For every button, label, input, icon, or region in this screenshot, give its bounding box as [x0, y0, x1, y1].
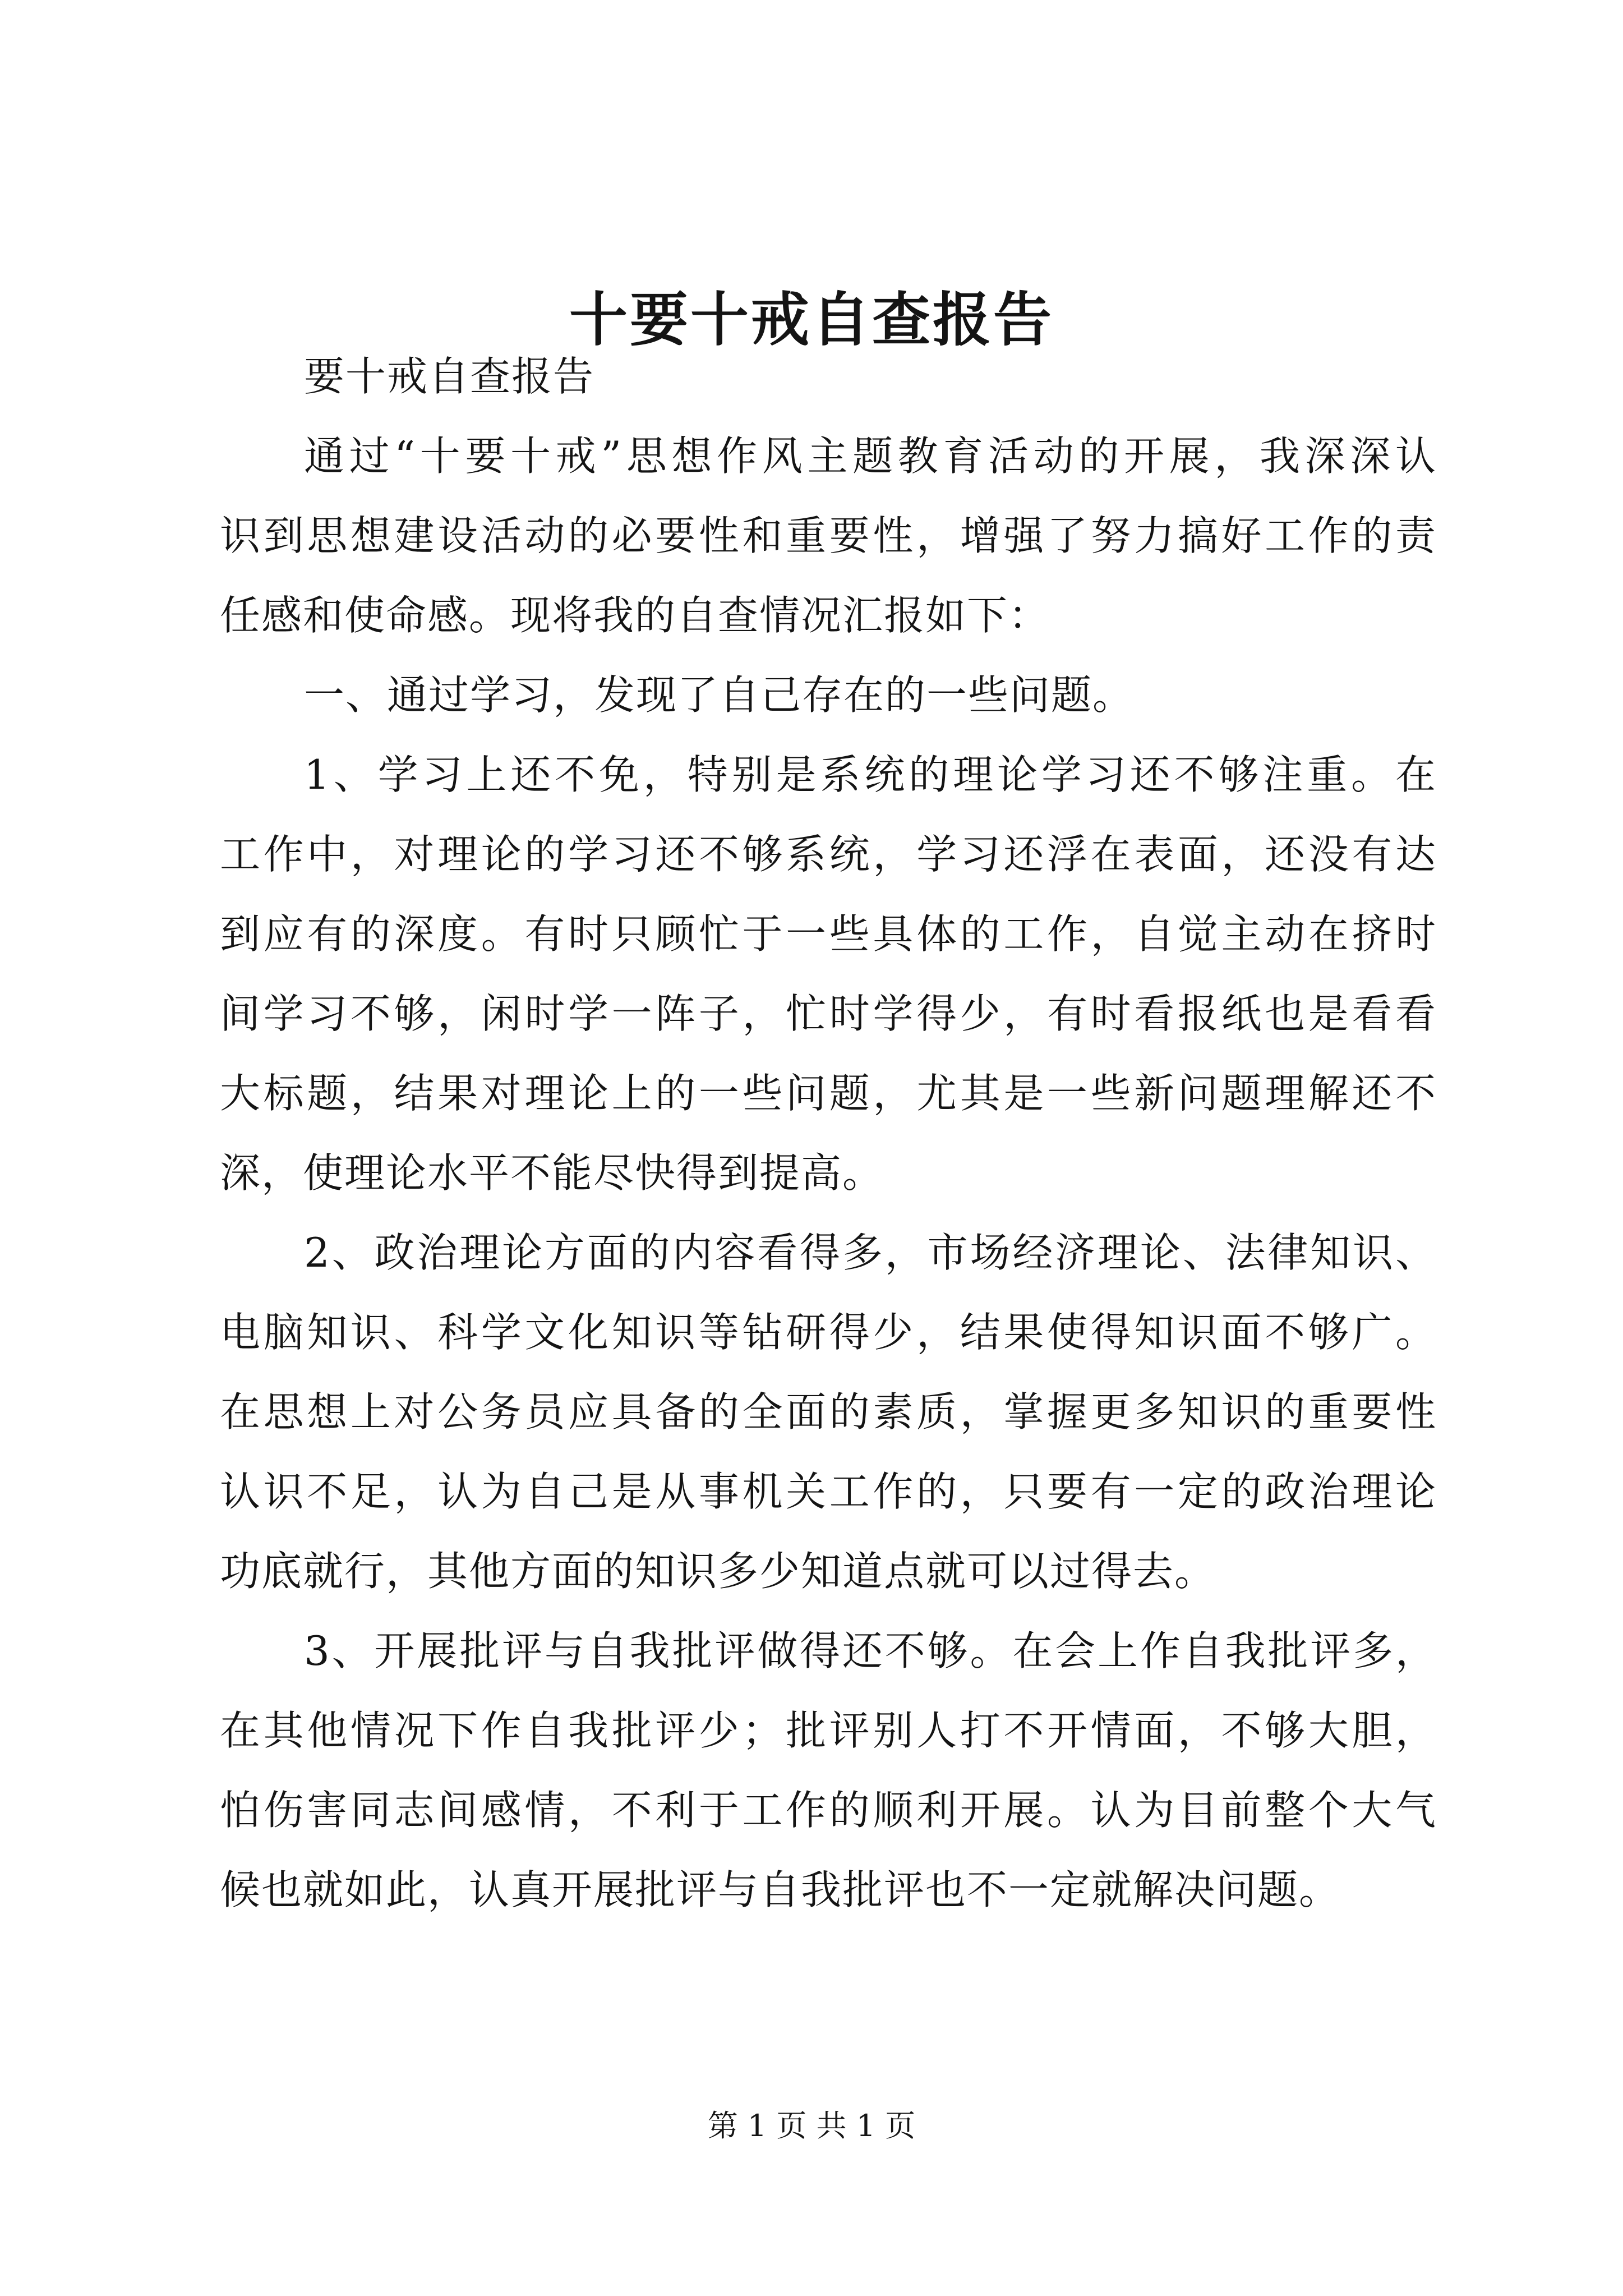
text-line: 工作中，对理论的学习还不够系统，学习还浮在表面，还没有达: [220, 831, 1437, 878]
text-line: 间学习不够，闲时学一阵子，忙时学得少，有时看报纸也是看看: [220, 990, 1437, 1037]
text-line: 在其他情况下作自我批评少；批评别人打不开情面，不够大胆，: [220, 1707, 1437, 1754]
text-line: 功底就行，其他方面的知识多少知道点就可以过得去。: [220, 1548, 1216, 1595]
text-line: 电脑知识、科学文化知识等钻研得少，结果使得知识面不够广。: [220, 1309, 1437, 1356]
text-line: 在思想上对公务员应具备的全面的素质，掌握更多知识的重要性: [220, 1388, 1437, 1435]
text-line: 任感和使命感。现将我的自查情况汇报如下：: [220, 592, 1050, 639]
text-line: 到应有的深度。有时只顾忙于一些具体的工作，自觉主动在挤时: [220, 910, 1437, 958]
document-title: 十要十戒自查报告: [569, 285, 1054, 354]
text-line: 2、政治理论方面的内容看得多，市场经济理论、法律知识、: [304, 1229, 1437, 1276]
text-line: 3、开展批评与自我批评做得还不够。在会上作自我批评多，: [304, 1627, 1437, 1674]
text-line: 深，使理论水平不能尽快得到提高。: [220, 1149, 884, 1197]
text-line: 大标题，结果对理论上的一些问题，尤其是一些新问题理解还不: [220, 1070, 1437, 1117]
document-body: [220, 337, 1437, 1930]
text-line: 通过“十要十戒”思想作风主题教育活动的开展，我深深认: [304, 432, 1437, 480]
text-line: 怕伤害同志间感情，不利于工作的顺利开展。认为目前整个大气: [220, 1787, 1437, 1834]
text-line: 候也就如此，认真开展批评与自我批评也不一定就解决问题。: [220, 1866, 1341, 1913]
page-footer: 第 1 页 共 1 页: [707, 2108, 916, 2143]
text-line: 识到思想建设活动的必要性和重要性，增强了努力搞好工作的责: [220, 512, 1437, 559]
text-line: 认识不足，认为自己是从事机关工作的，只要有一定的政治理论: [220, 1468, 1437, 1515]
text-line: 1、学习上还不免，特别是系统的理论学习还不够注重。在: [304, 751, 1437, 798]
text-line: 要十戒自查报告: [304, 353, 595, 400]
text-line: 一、通过学习，发现了自己存在的一些问题。: [304, 671, 1135, 719]
